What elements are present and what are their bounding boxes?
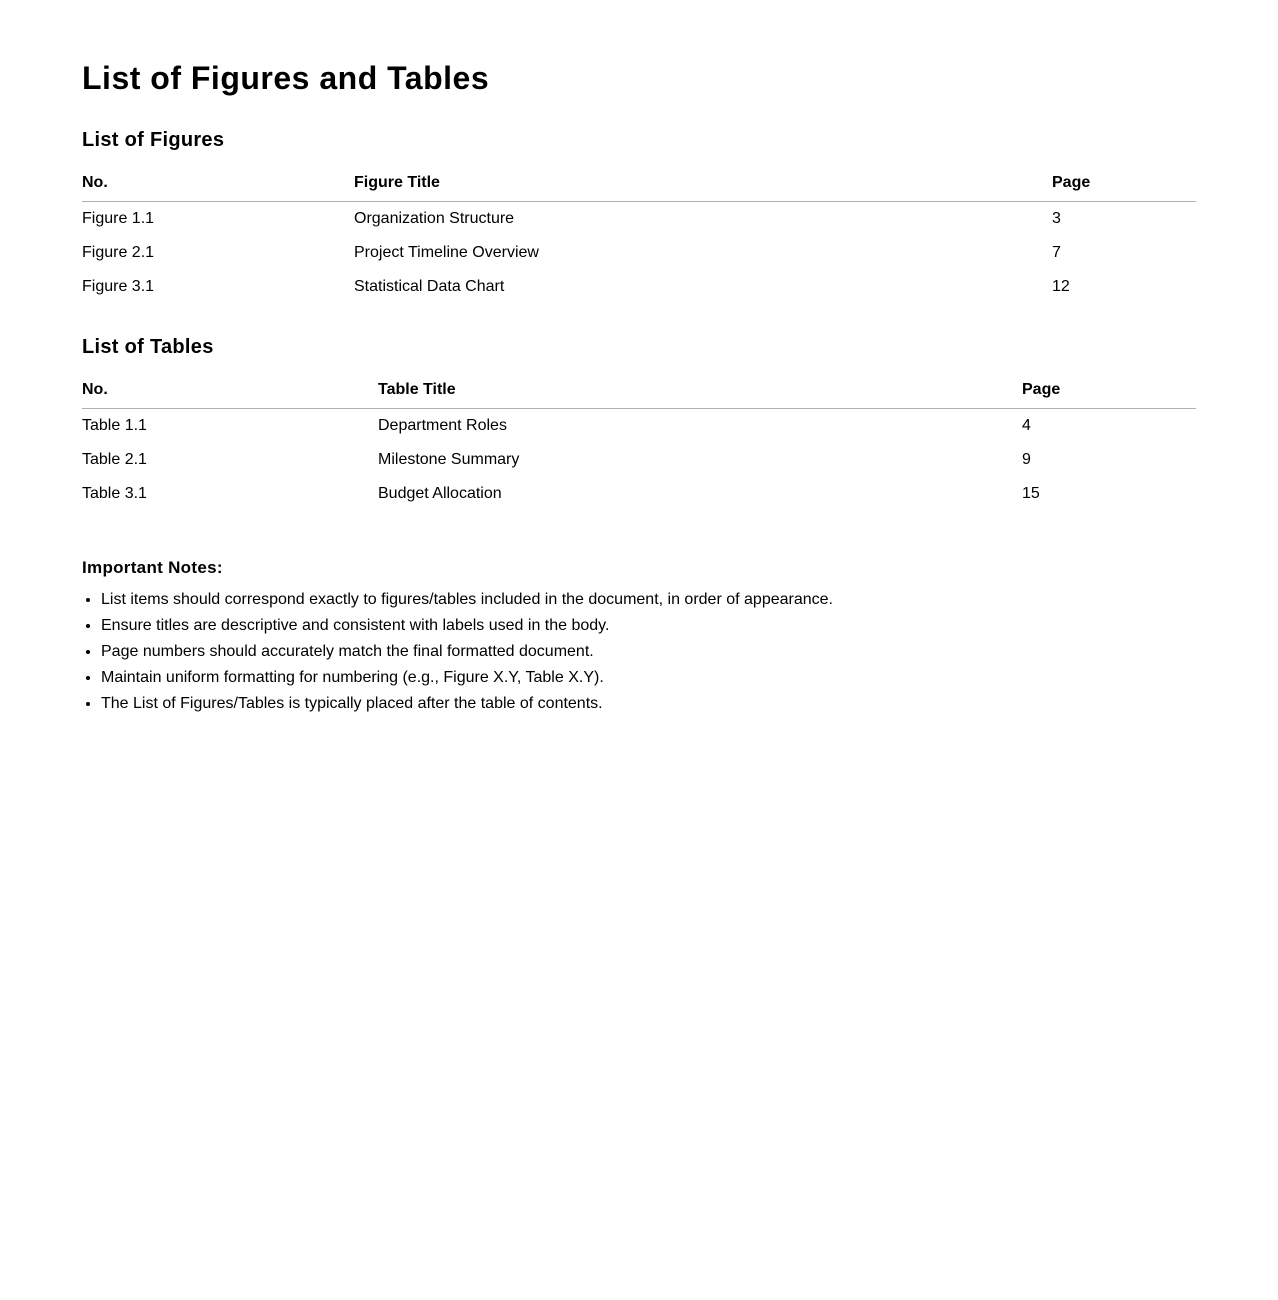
table-row [82,201,1196,236]
list-item: • Ensure titles are descriptive and consistent with labels used in the body. [101,613,1182,639]
figures-section-heading: List of Figures [82,129,225,151]
figures-col-no: No. [82,170,354,201]
tables-header-row [82,377,1196,408]
notes-heading: Important Notes: [82,558,223,577]
table-title: Milestone Summary [378,450,520,468]
figure-title: Organization Structure [354,209,515,227]
table-row [82,477,1196,511]
tables-section-heading: List of Tables [82,336,214,358]
tables-col-title: Table Title [378,377,1022,408]
notes-list [82,587,1182,717]
table-row [82,443,1196,477]
table-row [82,236,1196,270]
figures-col-title: Figure Title [354,170,1052,201]
figure-page: 3 [1052,209,1061,227]
list-item: • The List of Figures/Tables is typically placed after the table of contents. [101,691,1182,717]
figures-header-row [82,170,1196,201]
figures-table [82,170,1196,304]
page-title: List of Figures and Tables [82,60,490,96]
notes-section [82,557,1182,717]
tables-col-no: No. [82,377,378,408]
table-title: Budget Allocation [378,484,502,502]
table-number: Table 2.1 [82,450,147,468]
table-row [82,408,1196,443]
table-page: 9 [1022,450,1031,468]
table-title: Department Roles [378,416,507,434]
figure-number: Figure 1.1 [82,209,155,227]
figures-col-page: Page [1052,170,1196,201]
list-item: • Maintain uniform formatting for numbering (e.g., Figure X.Y, Table X.Y). [101,665,1182,691]
tables-col-page: Page [1022,377,1196,408]
figure-number: Figure 3.1 [82,277,155,295]
table-number: Table 1.1 [82,416,147,434]
table-row [82,270,1196,304]
figure-title: Project Timeline Overview [354,243,539,261]
figure-number: Figure 2.1 [82,243,155,261]
list-item: • Page numbers should accurately match the final formatted document. [101,639,1182,665]
table-page: 4 [1022,416,1031,434]
table-page: 15 [1022,484,1040,502]
table-number: Table 3.1 [82,484,147,502]
figure-page: 7 [1052,243,1061,261]
list-item: • List items should correspond exactly to figures/tables included in the document, in order of appearance. [101,587,1182,613]
figure-page: 12 [1052,277,1070,295]
figure-title: Statistical Data Chart [354,277,505,295]
tables-table [82,377,1196,511]
